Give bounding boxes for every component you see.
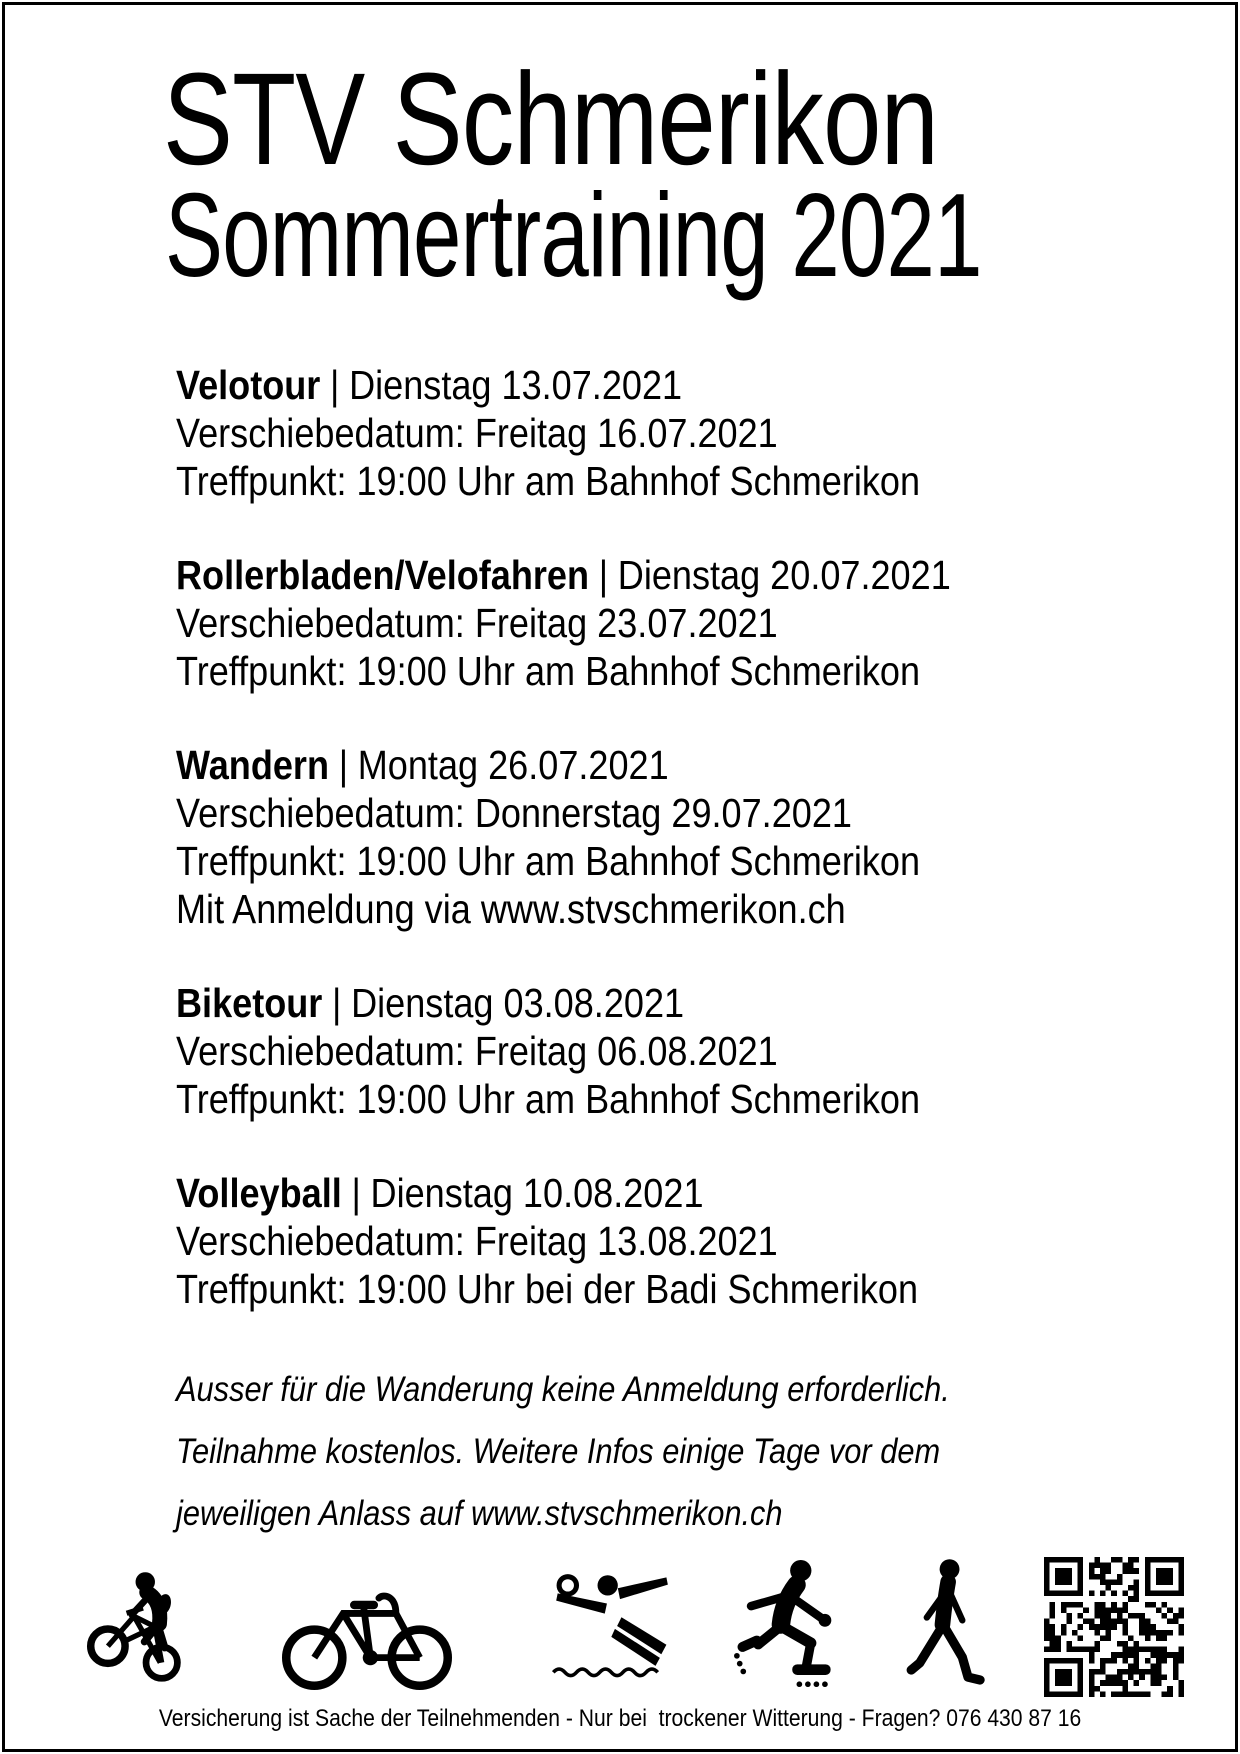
- event-date: Dienstag 10.08.2021: [370, 1170, 704, 1216]
- walker-icon: [906, 1555, 986, 1697]
- heading-separator: |: [332, 980, 342, 1026]
- event-detail-line: Mit Anmeldung via www.stvschmerikon.ch: [176, 886, 846, 932]
- activity-icon-row: [74, 1555, 1184, 1697]
- event-block-volleyball: [176, 1169, 1240, 1313]
- event-detail-line: Verschiebedatum: Freitag 23.07.2021: [176, 600, 778, 646]
- heading-separator: |: [598, 552, 609, 598]
- registration-note: [176, 1359, 1240, 1545]
- event-name: Wandern: [176, 742, 330, 788]
- note-line: Ausser für die Wanderung keine Anmeldung erforderlich.: [176, 1370, 950, 1409]
- event-heading: [176, 979, 1112, 1027]
- event-heading: [176, 361, 1112, 409]
- mountain-biker-icon: [74, 1555, 224, 1697]
- page-subtitle: Sommertraining 2021: [165, 169, 982, 302]
- heading-separator: |: [338, 742, 349, 788]
- heading-separator: |: [330, 362, 340, 408]
- event-date: Montag 26.07.2021: [357, 742, 669, 788]
- event-detail-line: Verschiebedatum: Donnerstag 29.07.2021: [176, 790, 852, 836]
- event-block-wandern: [176, 741, 1240, 933]
- event-detail-line: Treffpunkt: 19:00 Uhr bei der Badi Schmerikon: [176, 1266, 919, 1312]
- event-detail-line: Verschiebedatum: Freitag 16.07.2021: [176, 410, 778, 456]
- event-block-rollerbladen: [176, 551, 1240, 695]
- event-list: [176, 361, 1240, 1313]
- event-name: Rollerbladen/Velofahren: [176, 552, 590, 598]
- page-title: STV Schmerikon: [163, 45, 939, 192]
- event-name: Velotour: [176, 362, 321, 408]
- event-date: Dienstag 03.08.2021: [351, 980, 685, 1026]
- event-detail-line: Treffpunkt: 19:00 Uhr am Bahnhof Schmerikon: [176, 648, 921, 694]
- event-heading: [176, 551, 1112, 599]
- event-heading: [176, 1169, 1112, 1217]
- event-heading: [176, 741, 1112, 789]
- event-block-biketour: [176, 979, 1240, 1123]
- event-detail-line: Treffpunkt: 19:00 Uhr am Bahnhof Schmerikon: [176, 1076, 921, 1122]
- footer-text: Versicherung ist Sache der Teilnehmenden - Nur bei trockener Witterung - Fragen? 076 430 87 16: [158, 1705, 1082, 1732]
- event-detail-line: Verschiebedatum: Freitag 06.08.2021: [176, 1028, 778, 1074]
- event-block-velotour: [176, 361, 1240, 505]
- event-detail-line: Treffpunkt: 19:00 Uhr am Bahnhof Schmerikon: [176, 838, 921, 884]
- volleyball-in-water-icon: [511, 1552, 671, 1697]
- event-name: Biketour: [176, 980, 323, 1026]
- event-date: Dienstag 20.07.2021: [617, 552, 951, 598]
- heading-separator: |: [351, 1170, 361, 1216]
- event-detail-line: Treffpunkt: 19:00 Uhr am Bahnhof Schmerikon: [176, 458, 921, 504]
- note-line: jeweiligen Anlass auf www.stvschmerikon.ch: [176, 1494, 783, 1533]
- inline-skater-icon: [729, 1555, 847, 1697]
- qr-code: [1044, 1557, 1184, 1697]
- note-line: Teilnahme kostenlos. Weitere Infos einige Tage vor dem: [176, 1432, 941, 1471]
- bicycle-icon: [282, 1569, 452, 1697]
- event-date: Dienstag 13.07.2021: [349, 362, 683, 408]
- event-detail-line: Verschiebedatum: Freitag 13.08.2021: [176, 1218, 778, 1264]
- event-name: Volleyball: [176, 1170, 342, 1216]
